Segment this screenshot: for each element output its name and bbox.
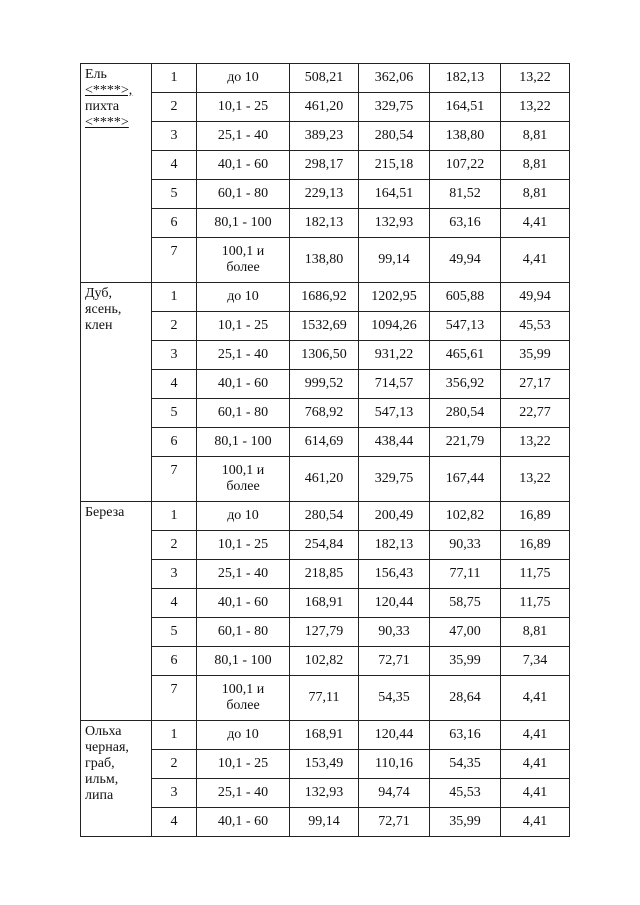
- species-cell: [81, 721, 152, 837]
- value-cell-3: 63,16: [430, 209, 501, 238]
- table-row: [81, 457, 570, 502]
- species-cell: [81, 64, 152, 283]
- species-name-line: пихта: [85, 99, 120, 114]
- value-cell-4: 8,81: [501, 122, 570, 151]
- row-number-cell: 3: [152, 560, 197, 589]
- value-cell-2: 182,13: [359, 531, 430, 560]
- value-cell-3: 45,53: [430, 779, 501, 808]
- value-cell-1: 168,91: [290, 589, 359, 618]
- species-name-line: клен: [85, 318, 113, 333]
- diameter-range-cell: до 10: [197, 502, 290, 531]
- value-cell-2: 329,75: [359, 457, 430, 502]
- value-cell-1: 102,82: [290, 647, 359, 676]
- value-cell-4: 27,17: [501, 370, 570, 399]
- value-cell-3: 221,79: [430, 428, 501, 457]
- value-cell-1: 132,93: [290, 779, 359, 808]
- value-cell-1: 77,11: [290, 676, 359, 721]
- table-row: [81, 122, 570, 151]
- value-cell-2: 1202,95: [359, 283, 430, 312]
- value-cell-1: 461,20: [290, 457, 359, 502]
- species-name-line: Береза: [85, 505, 125, 520]
- value-cell-3: 63,16: [430, 721, 501, 750]
- row-number-cell: 3: [152, 341, 197, 370]
- table-row: [81, 209, 570, 238]
- value-cell-4: 4,41: [501, 209, 570, 238]
- value-cell-4: 8,81: [501, 618, 570, 647]
- value-cell-3: 280,54: [430, 399, 501, 428]
- value-cell-4: 13,22: [501, 93, 570, 122]
- diameter-range-cell: 40,1 - 60: [197, 370, 290, 399]
- table-row: [81, 647, 570, 676]
- value-cell-4: 16,89: [501, 531, 570, 560]
- table-row: [81, 721, 570, 750]
- value-cell-2: 200,49: [359, 502, 430, 531]
- value-cell-1: 182,13: [290, 209, 359, 238]
- value-cell-2: 164,51: [359, 180, 430, 209]
- row-number-cell: 2: [152, 312, 197, 341]
- diameter-range-cell: 60,1 - 80: [197, 399, 290, 428]
- value-cell-1: 768,92: [290, 399, 359, 428]
- table-row: [81, 370, 570, 399]
- value-cell-2: 438,44: [359, 428, 430, 457]
- value-cell-2: 547,13: [359, 399, 430, 428]
- value-cell-1: 389,23: [290, 122, 359, 151]
- value-cell-4: 22,77: [501, 399, 570, 428]
- value-cell-1: 1686,92: [290, 283, 359, 312]
- row-number-cell: 4: [152, 589, 197, 618]
- table-row: [81, 502, 570, 531]
- table-row: [81, 399, 570, 428]
- value-cell-3: 465,61: [430, 341, 501, 370]
- value-cell-3: 167,44: [430, 457, 501, 502]
- row-number-cell: 5: [152, 399, 197, 428]
- value-cell-3: 107,22: [430, 151, 501, 180]
- rates-table: [80, 63, 570, 837]
- table-row: [81, 238, 570, 283]
- table-row: [81, 618, 570, 647]
- value-cell-3: 102,82: [430, 502, 501, 531]
- diameter-range-cell: 25,1 - 40: [197, 122, 290, 151]
- row-number-cell: 4: [152, 370, 197, 399]
- value-cell-4: 8,81: [501, 180, 570, 209]
- species-name-line: черная,: [85, 740, 129, 755]
- value-cell-2: 1094,26: [359, 312, 430, 341]
- footnote-ref[interactable]: <****>,: [85, 83, 133, 98]
- value-cell-2: 329,75: [359, 93, 430, 122]
- value-cell-2: 110,16: [359, 750, 430, 779]
- value-cell-3: 54,35: [430, 750, 501, 779]
- value-cell-3: 28,64: [430, 676, 501, 721]
- table-row: [81, 312, 570, 341]
- value-cell-4: 4,41: [501, 779, 570, 808]
- value-cell-1: 1532,69: [290, 312, 359, 341]
- row-number-cell: 7: [152, 457, 197, 502]
- value-cell-2: 72,71: [359, 808, 430, 837]
- table-row: [81, 750, 570, 779]
- row-number-cell: 7: [152, 238, 197, 283]
- diameter-range-cell: 80,1 - 100: [197, 209, 290, 238]
- row-number-cell: 6: [152, 647, 197, 676]
- row-number-cell: 6: [152, 209, 197, 238]
- value-cell-3: 47,00: [430, 618, 501, 647]
- table-row: [81, 676, 570, 721]
- value-cell-4: 4,41: [501, 750, 570, 779]
- diameter-range-cell: 10,1 - 25: [197, 531, 290, 560]
- diameter-range-cell: 80,1 - 100: [197, 647, 290, 676]
- value-cell-3: 58,75: [430, 589, 501, 618]
- value-cell-1: 229,13: [290, 180, 359, 209]
- value-cell-4: 4,41: [501, 721, 570, 750]
- value-cell-3: 164,51: [430, 93, 501, 122]
- row-number-cell: 2: [152, 750, 197, 779]
- value-cell-3: 49,94: [430, 238, 501, 283]
- species-name-line: липа: [85, 788, 114, 803]
- diameter-range-cell: 25,1 - 40: [197, 560, 290, 589]
- value-cell-4: 49,94: [501, 283, 570, 312]
- diameter-range-cell: 100,1 и более: [197, 457, 290, 502]
- value-cell-4: 35,99: [501, 341, 570, 370]
- value-cell-3: 182,13: [430, 64, 501, 93]
- table-row: [81, 64, 570, 93]
- value-cell-2: 72,71: [359, 647, 430, 676]
- value-cell-1: 298,17: [290, 151, 359, 180]
- diameter-range-cell: 10,1 - 25: [197, 750, 290, 779]
- table-row: [81, 560, 570, 589]
- diameter-range-cell: 100,1 и более: [197, 676, 290, 721]
- value-cell-4: 13,22: [501, 64, 570, 93]
- value-cell-2: 54,35: [359, 676, 430, 721]
- table-row: [81, 589, 570, 618]
- value-cell-1: 99,14: [290, 808, 359, 837]
- diameter-range-cell: 25,1 - 40: [197, 341, 290, 370]
- value-cell-3: 547,13: [430, 312, 501, 341]
- value-cell-4: 8,81: [501, 151, 570, 180]
- species-name-line: ясень,: [85, 302, 122, 317]
- value-cell-2: 215,18: [359, 151, 430, 180]
- table-body: [81, 64, 570, 837]
- row-number-cell: 4: [152, 808, 197, 837]
- table-row: [81, 428, 570, 457]
- diameter-range-cell: до 10: [197, 721, 290, 750]
- value-cell-1: 280,54: [290, 502, 359, 531]
- value-cell-1: 138,80: [290, 238, 359, 283]
- row-number-cell: 3: [152, 779, 197, 808]
- row-number-cell: 1: [152, 283, 197, 312]
- value-cell-1: 1306,50: [290, 341, 359, 370]
- value-cell-1: 614,69: [290, 428, 359, 457]
- value-cell-2: 280,54: [359, 122, 430, 151]
- table-row: [81, 531, 570, 560]
- footnote-ref[interactable]: <****>: [85, 115, 129, 130]
- value-cell-1: 999,52: [290, 370, 359, 399]
- diameter-range-cell: 10,1 - 25: [197, 93, 290, 122]
- diameter-range-cell: до 10: [197, 283, 290, 312]
- value-cell-2: 120,44: [359, 589, 430, 618]
- value-cell-3: 356,92: [430, 370, 501, 399]
- value-cell-2: 156,43: [359, 560, 430, 589]
- row-number-cell: 1: [152, 64, 197, 93]
- species-name-line: Дуб,: [85, 286, 112, 301]
- diameter-range-cell: 40,1 - 60: [197, 589, 290, 618]
- value-cell-2: 132,93: [359, 209, 430, 238]
- value-cell-3: 138,80: [430, 122, 501, 151]
- table-row: [81, 283, 570, 312]
- table-row: [81, 341, 570, 370]
- row-number-cell: 3: [152, 122, 197, 151]
- row-number-cell: 1: [152, 721, 197, 750]
- diameter-range-cell: 80,1 - 100: [197, 428, 290, 457]
- row-number-cell: 7: [152, 676, 197, 721]
- diameter-range-cell: до 10: [197, 64, 290, 93]
- value-cell-4: 16,89: [501, 502, 570, 531]
- value-cell-3: 77,11: [430, 560, 501, 589]
- row-number-cell: 1: [152, 502, 197, 531]
- value-cell-4: 4,41: [501, 238, 570, 283]
- row-number-cell: 5: [152, 180, 197, 209]
- table-row: [81, 180, 570, 209]
- value-cell-2: 94,74: [359, 779, 430, 808]
- value-cell-4: 4,41: [501, 676, 570, 721]
- species-cell: [81, 283, 152, 502]
- diameter-range-cell: 60,1 - 80: [197, 618, 290, 647]
- value-cell-1: 254,84: [290, 531, 359, 560]
- species-name-line: ильм,: [85, 772, 119, 787]
- value-cell-1: 461,20: [290, 93, 359, 122]
- diameter-range-cell: 25,1 - 40: [197, 779, 290, 808]
- diameter-range-cell: 100,1 и более: [197, 238, 290, 283]
- value-cell-2: 120,44: [359, 721, 430, 750]
- value-cell-1: 127,79: [290, 618, 359, 647]
- value-cell-2: 931,22: [359, 341, 430, 370]
- value-cell-2: 362,06: [359, 64, 430, 93]
- value-cell-2: 90,33: [359, 618, 430, 647]
- row-number-cell: 2: [152, 531, 197, 560]
- value-cell-4: 7,34: [501, 647, 570, 676]
- row-number-cell: 5: [152, 618, 197, 647]
- value-cell-3: 35,99: [430, 808, 501, 837]
- value-cell-2: 99,14: [359, 238, 430, 283]
- diameter-range-cell: 40,1 - 60: [197, 151, 290, 180]
- value-cell-2: 714,57: [359, 370, 430, 399]
- value-cell-3: 35,99: [430, 647, 501, 676]
- species-cell: [81, 502, 152, 721]
- value-cell-4: 11,75: [501, 589, 570, 618]
- value-cell-4: 13,22: [501, 457, 570, 502]
- diameter-range-cell: 40,1 - 60: [197, 808, 290, 837]
- diameter-range-cell: 60,1 - 80: [197, 180, 290, 209]
- value-cell-3: 90,33: [430, 531, 501, 560]
- value-cell-4: 13,22: [501, 428, 570, 457]
- value-cell-1: 218,85: [290, 560, 359, 589]
- diameter-range-cell: 10,1 - 25: [197, 312, 290, 341]
- species-name-line: граб,: [85, 756, 115, 771]
- species-name-line: Ольха: [85, 724, 122, 739]
- table-row: [81, 808, 570, 837]
- row-number-cell: 6: [152, 428, 197, 457]
- table-row: [81, 93, 570, 122]
- species-name-line: Ель: [85, 67, 107, 82]
- value-cell-3: 81,52: [430, 180, 501, 209]
- row-number-cell: 2: [152, 93, 197, 122]
- value-cell-4: 11,75: [501, 560, 570, 589]
- row-number-cell: 4: [152, 151, 197, 180]
- table-row: [81, 779, 570, 808]
- value-cell-1: 153,49: [290, 750, 359, 779]
- value-cell-4: 45,53: [501, 312, 570, 341]
- value-cell-1: 508,21: [290, 64, 359, 93]
- table-row: [81, 151, 570, 180]
- value-cell-1: 168,91: [290, 721, 359, 750]
- value-cell-3: 605,88: [430, 283, 501, 312]
- value-cell-4: 4,41: [501, 808, 570, 837]
